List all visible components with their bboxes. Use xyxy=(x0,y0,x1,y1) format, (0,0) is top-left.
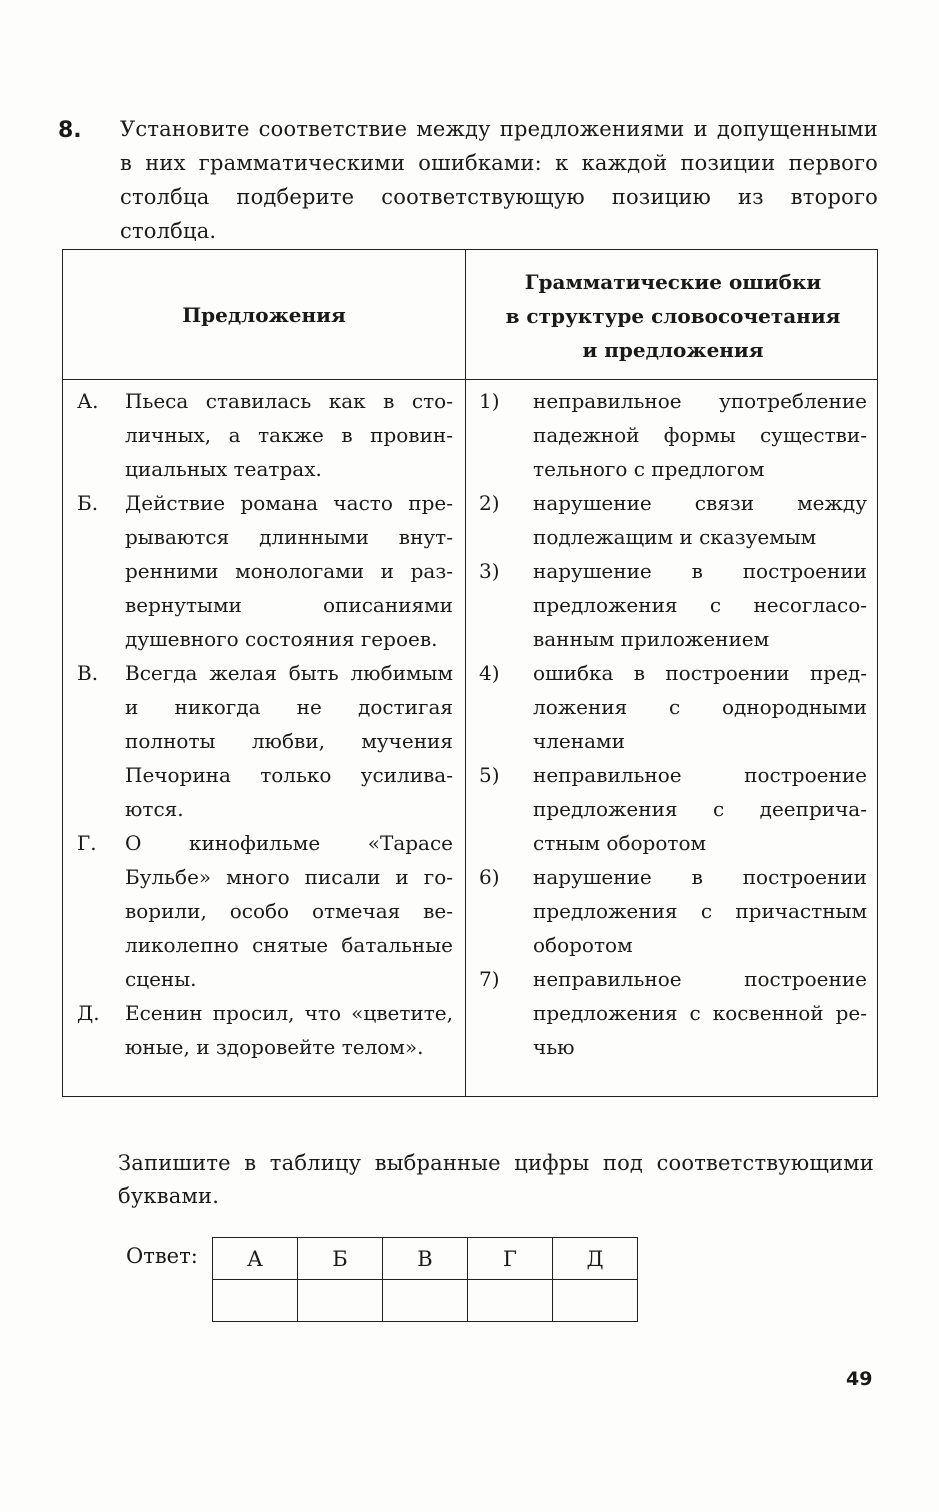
answer-grid xyxy=(212,1237,638,1322)
sentences-column-header: Предложения xyxy=(182,302,346,327)
answer-header-row xyxy=(213,1238,638,1280)
answer-header-cell: А xyxy=(213,1238,298,1280)
error-label: 7) xyxy=(479,967,500,991)
sentence-label: А. xyxy=(77,389,99,413)
sentence-label: Д. xyxy=(77,1001,100,1025)
error-label: 6) xyxy=(479,865,500,889)
error-item xyxy=(467,962,879,1064)
task-number: 8. xyxy=(58,118,82,143)
sentence-text: Есенин просил, что «цветите, юные, и здоровейте телом». xyxy=(125,1001,453,1059)
error-label: 3) xyxy=(479,559,500,583)
sentence-text: Действие романа часто прерываются длинными внутренними монологами и развернутыми описаниями душевного состояния героев. xyxy=(125,491,453,651)
sentence-item xyxy=(63,826,465,996)
answer-label: Ответ: xyxy=(126,1244,198,1268)
errors-list xyxy=(467,384,879,1064)
errors-column-header xyxy=(467,265,879,367)
error-text: ошибка в построении предложения с однородными членами xyxy=(533,661,867,753)
header-divider xyxy=(63,379,877,380)
errors-header-line: в структуре словосочетания xyxy=(505,304,841,328)
sentence-item xyxy=(63,486,465,656)
answer-cell-v[interactable] xyxy=(383,1280,468,1322)
sentence-item xyxy=(63,996,465,1064)
error-text: неправильное употребление падежной формы существительного с предлогом xyxy=(533,389,867,481)
error-item xyxy=(467,860,879,962)
error-item xyxy=(467,656,879,758)
answer-cell-d[interactable] xyxy=(553,1280,638,1322)
sentences-list xyxy=(63,384,465,1064)
answer-cell-g[interactable] xyxy=(468,1280,553,1322)
sentence-label: Б. xyxy=(77,491,99,515)
error-text: нарушение связи между подлежащим и сказуемым xyxy=(533,491,867,549)
error-text: неправильное построение предложения с деепричастным оборотом xyxy=(533,763,867,855)
answer-value-row xyxy=(213,1280,638,1322)
sentence-text: Всегда желая быть любимым и никогда не достигая полноты любви, мучения Печорина только усиливаются. xyxy=(125,661,453,821)
sentence-text: О кинофильме «Тарасе Бульбе» много писали и говорили, особо отмечая великолепно снятые батальные сцены. xyxy=(125,831,453,991)
error-item xyxy=(467,758,879,860)
error-label: 1) xyxy=(479,389,500,413)
column-divider xyxy=(465,250,466,1096)
errors-header-line: Грамматические ошибки xyxy=(524,270,822,294)
error-label: 5) xyxy=(479,763,500,787)
answer-instruction: Запишите в таблицу выбранные цифры под соответствующими буквами. xyxy=(118,1151,874,1208)
error-item xyxy=(467,486,879,554)
error-label: 4) xyxy=(479,661,500,685)
answer-header-cell: Б xyxy=(298,1238,383,1280)
answer-header-cell: Д xyxy=(553,1238,638,1280)
sentence-label: В. xyxy=(77,661,99,685)
error-item xyxy=(467,384,879,486)
answer-cell-b[interactable] xyxy=(298,1280,383,1322)
answer-cell-a[interactable] xyxy=(213,1280,298,1322)
answer-header-cell: Г xyxy=(468,1238,553,1280)
sentence-label: Г. xyxy=(77,831,97,855)
matching-table xyxy=(62,249,878,1097)
error-label: 2) xyxy=(479,491,500,515)
error-text: неправильное построение предложения с косвенной речью xyxy=(533,967,867,1059)
sentence-item xyxy=(63,384,465,486)
answer-header-cell: В xyxy=(383,1238,468,1280)
sentence-item xyxy=(63,656,465,826)
sentence-text: Пьеса ставилась как в столичных, а также в провинциальных театрах. xyxy=(125,389,453,481)
error-item xyxy=(467,554,879,656)
errors-header-line: и предложения xyxy=(582,338,764,362)
task-instructions: Установите соответствие между предложениями и допущенными в них грамматическими ошибками: к каждой позиции первого столбца подберите соответствующую позицию из второго столбца. xyxy=(120,117,878,243)
page-number: 49 xyxy=(846,1368,873,1390)
error-text: нарушение в построении предложения с несогласованным приложением xyxy=(533,559,867,651)
error-text: нарушение в построении предложения с причастным оборотом xyxy=(533,865,867,957)
